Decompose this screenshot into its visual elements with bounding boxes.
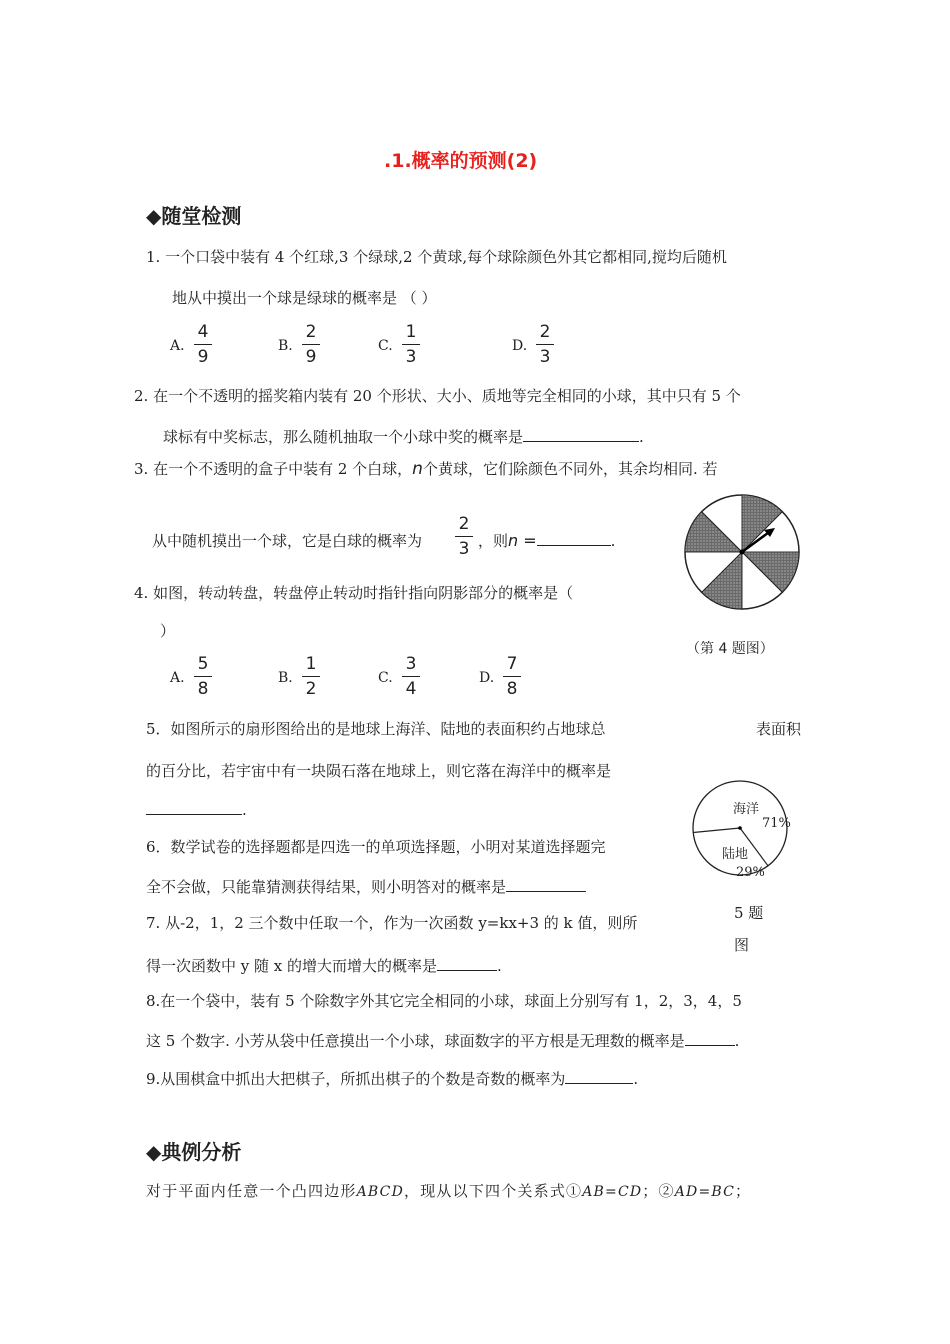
- question-3-line-1: 3. 在一个不透明的盒子中装有 2 个白球，n个黄球，它们除颜色不同外，其余均相同. 若: [134, 459, 718, 479]
- question-1-line-1: 1. 一个口袋中装有 4 个红球,3 个绿球,2 个黄球,每个球除颜色外其它都相同,搅均后随机: [146, 248, 727, 266]
- question-1-line-2: 地从中摸出一个球是绿球的概率是 （ ）: [172, 289, 437, 307]
- question-5-line-1: 5．如图所示的扇形图给出的是地球上海洋、陆地的表面积约占地球总: [146, 720, 606, 738]
- page-title: .1.概率的预测(2): [384, 150, 538, 172]
- q3-probability-fraction: 2 3: [455, 514, 473, 559]
- q4-option-a-fraction: 5 8: [194, 654, 212, 699]
- pie-percent-land: 29%: [736, 865, 765, 880]
- q4-option-a-label: A.: [170, 670, 185, 686]
- question-8-line-2: 这 5 个数字. 小芳从袋中任意摸出一个小球，球面数字的平方根是无理数的概率是 .: [146, 1032, 740, 1050]
- q1-option-b-fraction: 2 9: [302, 322, 320, 367]
- pie-caption-line-2: 图: [734, 936, 750, 954]
- question-3-line-2b: ，则n = .: [478, 531, 616, 550]
- question-4-line-1: 4. 如图，转动转盘，转盘停止转动时指针指向阴影部分的概率是（: [134, 584, 574, 602]
- question-2-line-1: 2. 在一个不透明的摇奖箱内装有 20 个形状、大小、质地等完全相同的小球，其中只有 5 个: [134, 387, 741, 405]
- q3-answer-blank[interactable]: [537, 531, 611, 546]
- question-6-line-1: 6．数学试卷的选择题都是四选一的单项选择题，小明对某道选择题完: [146, 838, 606, 856]
- q8-answer-blank[interactable]: [685, 1031, 735, 1046]
- q1-option-d-label: D.: [512, 338, 528, 354]
- q9-answer-blank[interactable]: [565, 1069, 633, 1084]
- q4-option-b-fraction: 1 2: [302, 654, 320, 699]
- pie-percent-ocean: 71%: [762, 816, 791, 831]
- question-6-line-2: 全不会做，只能靠猜测获得结果，则小明答对的概率是: [146, 876, 586, 897]
- pie-caption-line-1: 5 题: [734, 904, 764, 922]
- section-heading-practice: ◆随堂检测: [146, 204, 242, 228]
- q4-option-d-label: D.: [479, 670, 495, 686]
- q4-option-c-label: C.: [378, 670, 393, 686]
- example-line-1: 对于平面内任意一个凸四边形ABCD，现从以下四个关系式①AB=CD；②AD=BC；: [146, 1182, 752, 1200]
- q1-option-a-label: A.: [170, 338, 185, 354]
- question-5-line-2: 的百分比，若宇宙中有一块陨石落在地球上，则它落在海洋中的概率是: [146, 762, 612, 780]
- question-7-line-1: 7. 从-2，1，2 三个数中任取一个，作为一次函数 y=kx+3 的 k 值，则所: [146, 914, 638, 932]
- q4-option-d-fraction: 7 8: [503, 654, 521, 699]
- spinner-figure: [682, 492, 802, 612]
- question-7-line-2: 得一次函数中 y 随 x 的增大而增大的概率是 .: [146, 957, 502, 975]
- pie-label-ocean: 海洋: [733, 802, 760, 817]
- q5-answer-blank[interactable]: [146, 800, 242, 815]
- pie-label-land: 陆地: [722, 847, 749, 862]
- q4-option-b-label: B.: [278, 670, 293, 686]
- q1-option-b-label: B.: [278, 338, 293, 354]
- q1-option-a-fraction: 4 9: [194, 322, 212, 367]
- question-4-line-2: ）: [160, 622, 176, 640]
- q4-option-c-fraction: 3 4: [402, 654, 420, 699]
- question-3-line-2a: 从中随机摸出一个球，它是白球的概率为: [152, 532, 423, 550]
- q1-option-c-label: C.: [378, 338, 393, 354]
- q7-answer-blank[interactable]: [437, 956, 497, 971]
- section-heading-examples: ◆典例分析: [146, 1140, 242, 1164]
- q1-option-c-fraction: 1 3: [402, 322, 420, 367]
- question-2-line-2: 球标有中奖标志，那么随机抽取一个小球中奖的概率是 .: [163, 428, 644, 446]
- q2-answer-blank[interactable]: [523, 427, 639, 442]
- question-5-line-3: .: [146, 800, 247, 819]
- spinner-caption: （第 4 题图）: [686, 641, 774, 657]
- q6-answer-blank[interactable]: [506, 877, 586, 892]
- question-9-line-1: 9.从围棋盒中抓出大把棋子，所抓出棋子的个数是奇数的概率为 .: [146, 1070, 639, 1088]
- question-8-line-1: 8.在一个袋中，装有 5 个除数字外其它完全相同的小球，球面上分别写有 1，2，3，4，5: [146, 992, 742, 1010]
- q1-option-d-fraction: 2 3: [536, 322, 554, 367]
- question-5-line-1-tail: 表面积: [756, 720, 802, 738]
